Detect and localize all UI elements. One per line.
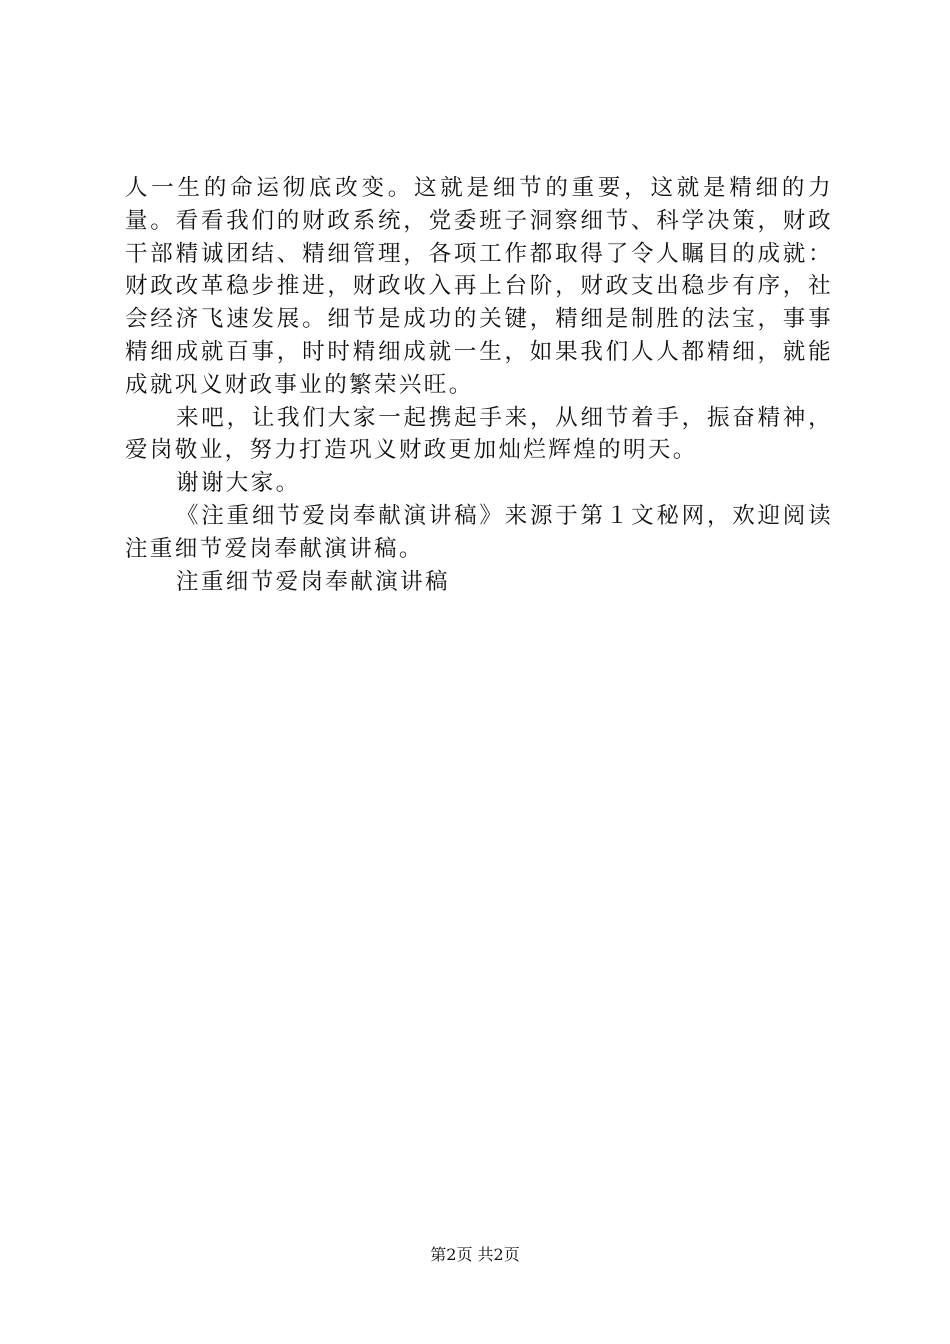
paragraph-source-note: 《注重细节爱岗奉献演讲稿》来源于第１文秘网，欢迎阅读注重细节爱岗奉献演讲稿。 — [125, 502, 833, 562]
paragraph-title-repeat: 注重细节爱岗奉献演讲稿 — [176, 568, 450, 595]
document-body — [125, 172, 833, 598]
paragraph-thanks: 谢谢大家。 — [176, 470, 301, 497]
page-footer: 第2页 共2页 — [430, 1245, 520, 1264]
paragraph-call-to-action: 来吧，让我们大家一起携起手来，从细节着手，振奋精神，爱岗敬业，努力打造巩义财政更加灿烂辉煌的明天。 — [125, 404, 833, 464]
paragraph-continuation: 人一生的命运彻底改变。这就是细节的重要，这就是精细的力量。看看我们的财政系统，党委班子洞察细节、科学决策，财政干部精诚团结、精细管理，各项工作都取得了令人瞩目的成就：财政改革稳步推进，财政收入再上台阶，财政支出稳步有序，社会经济飞速发展。细节是成功的关键，精细是制胜的法宝，事事精细成就百事，时时精细成就一生，如果我们人人都精细，就能成就巩义财政事业的繁荣兴旺。 — [125, 175, 833, 398]
